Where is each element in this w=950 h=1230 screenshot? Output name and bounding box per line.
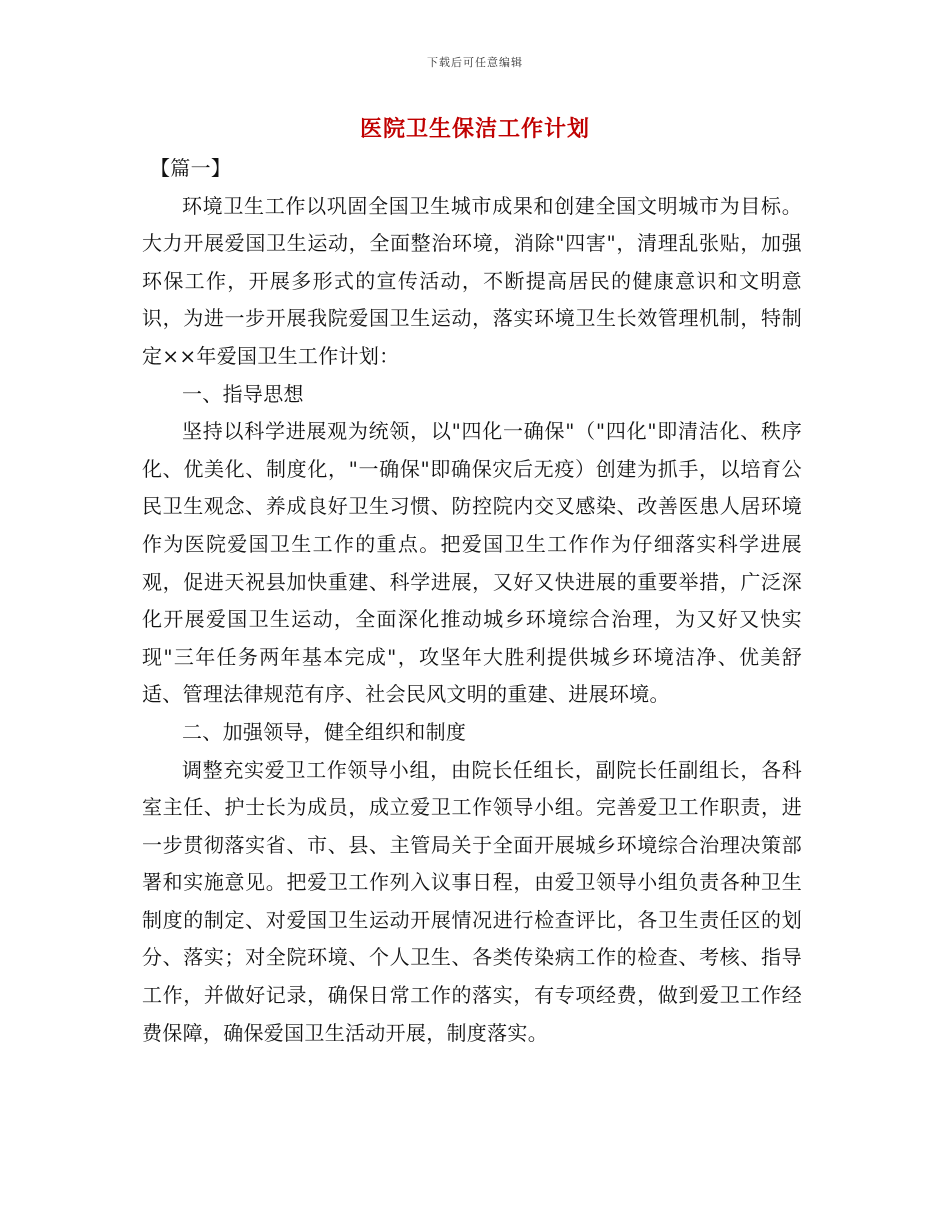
paragraph-guiding-ideology: 坚持以科学进展观为统领，以"四化一确保"（"四化"即清洁化、秩序化、优美化、制度化，"一确保"即确保灾后无疫）创建为抓手，以培育公民卫生观念、养成良好卫生习惯、防控院内交叉感染、改善医患人居环境作为医院爱国卫生工作的重点。把爱国卫生工作作为仔细落实科学进展观，促进天祝县加快重建、科学进展，又好又快进展的重要举措，广泛深化开展爱国卫生运动，全面深化推动城乡环境综合治理，为又好又快实现"三年任务两年基本完成"，攻坚年大胜利提供城乡环境洁净、优美舒适、管理法律规范有序、社会民风文明的重建、进展环境。 [142, 419, 802, 707]
section-tag: 【篇一】 [150, 156, 232, 180]
header-note: 下载后可任意编辑 [427, 56, 523, 69]
heading-leadership: 二、加强领导，健全组织和制度 [182, 719, 467, 744]
document-body [142, 150, 802, 1052]
paragraph-leadership: 调整充实爱卫工作领导小组，由院长任组长，副院长任副组长，各科室主任、护士长为成员，成立爱卫工作领导小组。完善爱卫工作职责，进一步贯彻落实省、市、县、主管局关于全面开展城乡环境综合治理决策部署和实施意见。把爱卫工作列入议事日程，由爱卫领导小组负责各种卫生制度的制定、对爱国卫生运动开展情况进行检查评比，各卫生责任区的划分、落实；对全院环境、个人卫生、各类传染病工作的检查、考核、指导工作，并做好记录，确保日常工作的落实，有专项经费，做到爱卫工作经费保障，确保爱国卫生活动开展，制度落实。 [142, 757, 802, 1045]
heading-guiding-ideology: 一、指导思想 [182, 381, 304, 406]
document-title: 医院卫生保洁工作计划 [359, 116, 590, 142]
paragraph-intro: 环境卫生工作以巩固全国卫生城市成果和创建全国文明城市为目标。大力开展爱国卫生运动，全面整治环境，消除"四害"，清理乱张贴，加强环保工作，开展多形式的宣传活动，不断提高居民的健康意识和文明意识，为进一步开展我院爱国卫生运动，落实环境卫生长效管理机制，特制定××年爱国卫生工作计划： [142, 193, 802, 368]
